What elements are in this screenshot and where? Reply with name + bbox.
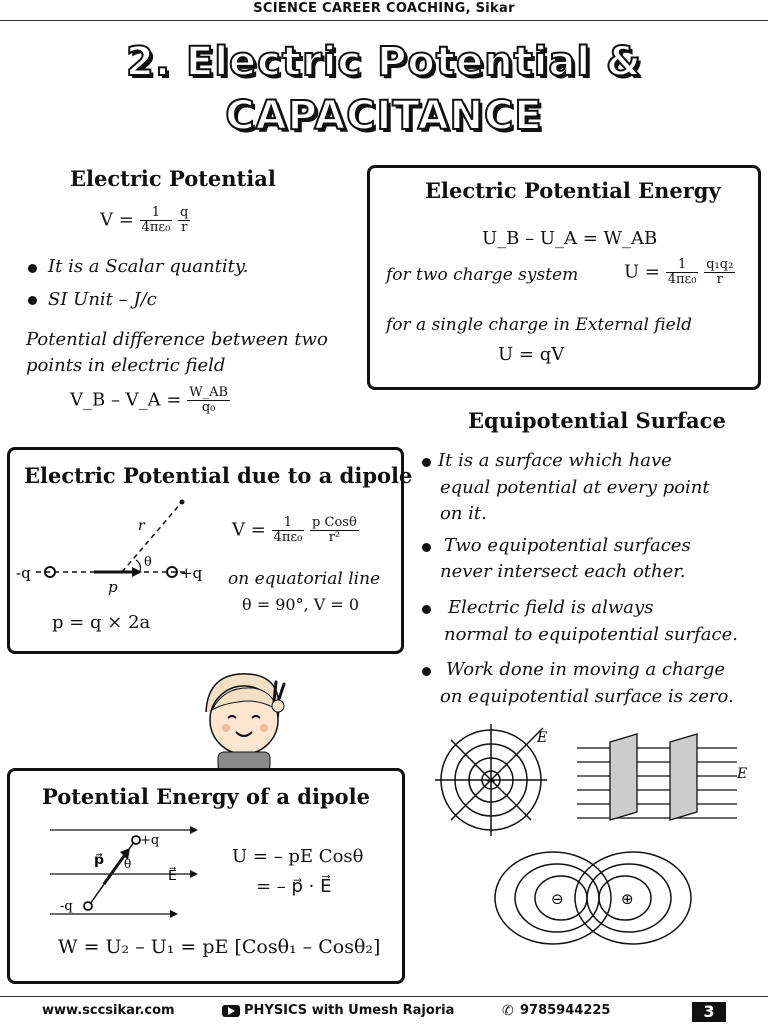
frac-den: 4πε₀: [141, 220, 171, 235]
potential-energy-heading: Electric Potential Energy: [425, 178, 721, 203]
dipole-equipotential-diagram: [495, 852, 691, 944]
dipole-energy-heading: Potential Energy of a dipole: [42, 784, 370, 809]
electric-potential-heading: Electric Potential: [70, 166, 276, 191]
pd-lhs: V_B – V_A =: [70, 389, 182, 411]
page-title-line1: 2. Electric Potential &: [126, 39, 642, 85]
phone-icon: ✆: [502, 1003, 514, 1019]
theta-label: θ: [144, 555, 152, 570]
eq-b1-l2: equal potential at every point: [440, 477, 710, 498]
bullet-icon: [28, 264, 37, 273]
equatorial-values: θ = 90°, V = 0: [242, 595, 360, 614]
youtube-icon: [222, 1005, 240, 1017]
center-plus: +: [486, 774, 497, 788]
e-label-2: E: [737, 766, 748, 782]
header-divider: [0, 20, 768, 21]
frac-num: p Cosθ: [312, 515, 357, 530]
eq-b1-l1: It is a surface which have: [438, 450, 672, 471]
potential-formula: [100, 206, 190, 235]
plus-q-label: +q: [180, 564, 203, 582]
pe-line1: U_B – U_A = W_AB: [482, 228, 658, 249]
page-footer: [0, 997, 768, 1024]
dp-lhs: V =: [232, 519, 266, 541]
bullet-icon: [28, 296, 37, 305]
bullet-icon: [422, 605, 431, 614]
formula-lhs: V =: [100, 209, 134, 231]
frac-num: q: [180, 205, 189, 220]
tc-lhs: U =: [624, 261, 660, 283]
single-charge-label: for a single charge in External field: [386, 315, 693, 335]
pd-formula: [70, 386, 230, 415]
dipole-in-field-diagram: [40, 820, 210, 920]
plus-charge: ⊕: [621, 890, 634, 908]
e-vector-label: E⃗: [168, 868, 177, 884]
footer-website[interactable]: www.sccsikar.com: [42, 1003, 175, 1018]
plus-q-label: +q: [140, 833, 160, 848]
ep-bullet-2: SI Unit – J/c: [48, 289, 157, 310]
frac-den: r: [716, 272, 723, 287]
minus-q-label: -q: [60, 899, 73, 914]
footer-phone: 9785944225: [520, 1003, 611, 1018]
equatorial-text: on equatorial line: [228, 569, 381, 589]
dipole-diagram: [14, 490, 224, 600]
minus-q-label: -q: [16, 564, 31, 582]
dipole-formula: [232, 516, 359, 545]
bullet-icon: [422, 458, 431, 467]
dipole-heading: Electric Potential due to a dipole: [24, 463, 413, 488]
dipole-energy-u2: = – p⃗ · E⃗: [256, 876, 332, 897]
frac-num: q₁q₂: [706, 257, 734, 272]
theta-label: θ: [124, 857, 132, 871]
frac-num: 1: [140, 206, 173, 221]
footer-youtube[interactable]: PHYSICS with Umesh Rajoria: [244, 1003, 455, 1018]
eq-b2-l1: Two equipotential surfaces: [444, 535, 691, 556]
cartoon-kid-illustration: [178, 662, 298, 772]
eq-b3-l2: normal to equipotential surface.: [444, 624, 738, 645]
ep-bullet-1: It is a Scalar quantity.: [48, 256, 249, 277]
fraction-2: [178, 206, 190, 235]
work-formula: W = U₂ – U₁ = pE [Cosθ₁ – Cosθ₂]: [58, 936, 381, 958]
pd-fraction: [187, 386, 230, 415]
eq-b2-l2: never intersect each other.: [440, 561, 686, 582]
frac-den: r²: [328, 530, 341, 545]
r-label: r: [138, 518, 145, 534]
page-number: 3: [692, 1002, 726, 1022]
frac-den: q₀: [201, 400, 216, 415]
fraction-1: [140, 206, 173, 235]
tc-frac1: [666, 258, 699, 287]
eq-b1-l3: on it.: [440, 503, 487, 524]
frac-num: 1: [666, 258, 699, 273]
e-label-1: E: [537, 730, 548, 746]
page-title-line2: CAPACITANCE: [225, 93, 543, 139]
eq-b3-l1: Electric field is always: [448, 597, 654, 618]
frac-den: r: [181, 220, 188, 235]
single-charge-formula: U = qV: [498, 344, 565, 365]
equipotential-diagrams: [425, 720, 765, 950]
p-label: p: [108, 578, 118, 596]
frac-num: 1: [272, 516, 305, 531]
dipole-moment-formula: p = q × 2a: [52, 612, 151, 633]
two-charge-label: for two charge system: [386, 265, 579, 285]
uniform-field-diagram: [577, 734, 737, 820]
two-charge-formula: [624, 258, 735, 287]
frac-den: 4πε₀: [273, 530, 303, 545]
p-vector-label: p⃗: [94, 852, 105, 868]
dp-frac2: [310, 516, 359, 545]
pd-text-2: points in electric field: [26, 355, 226, 376]
pd-text-1: Potential difference between two: [26, 329, 328, 350]
dipole-energy-u1: U = – pE Cosθ: [232, 846, 364, 867]
eq-b4-l1: Work done in moving a charge: [446, 659, 726, 680]
bullet-icon: [422, 667, 431, 676]
bullet-icon: [422, 543, 431, 552]
frac-num: W_AB: [189, 385, 229, 400]
minus-charge: ⊖: [551, 890, 564, 908]
dp-frac1: [272, 516, 305, 545]
frac-den: 4πε₀: [667, 272, 697, 287]
page-header: SCIENCE CAREER COACHING, Sikar: [253, 1, 515, 16]
equipotential-heading: Equipotential Surface: [468, 408, 726, 433]
eq-b4-l2: on equipotential surface is zero.: [440, 686, 734, 707]
tc-frac2: [704, 258, 735, 287]
